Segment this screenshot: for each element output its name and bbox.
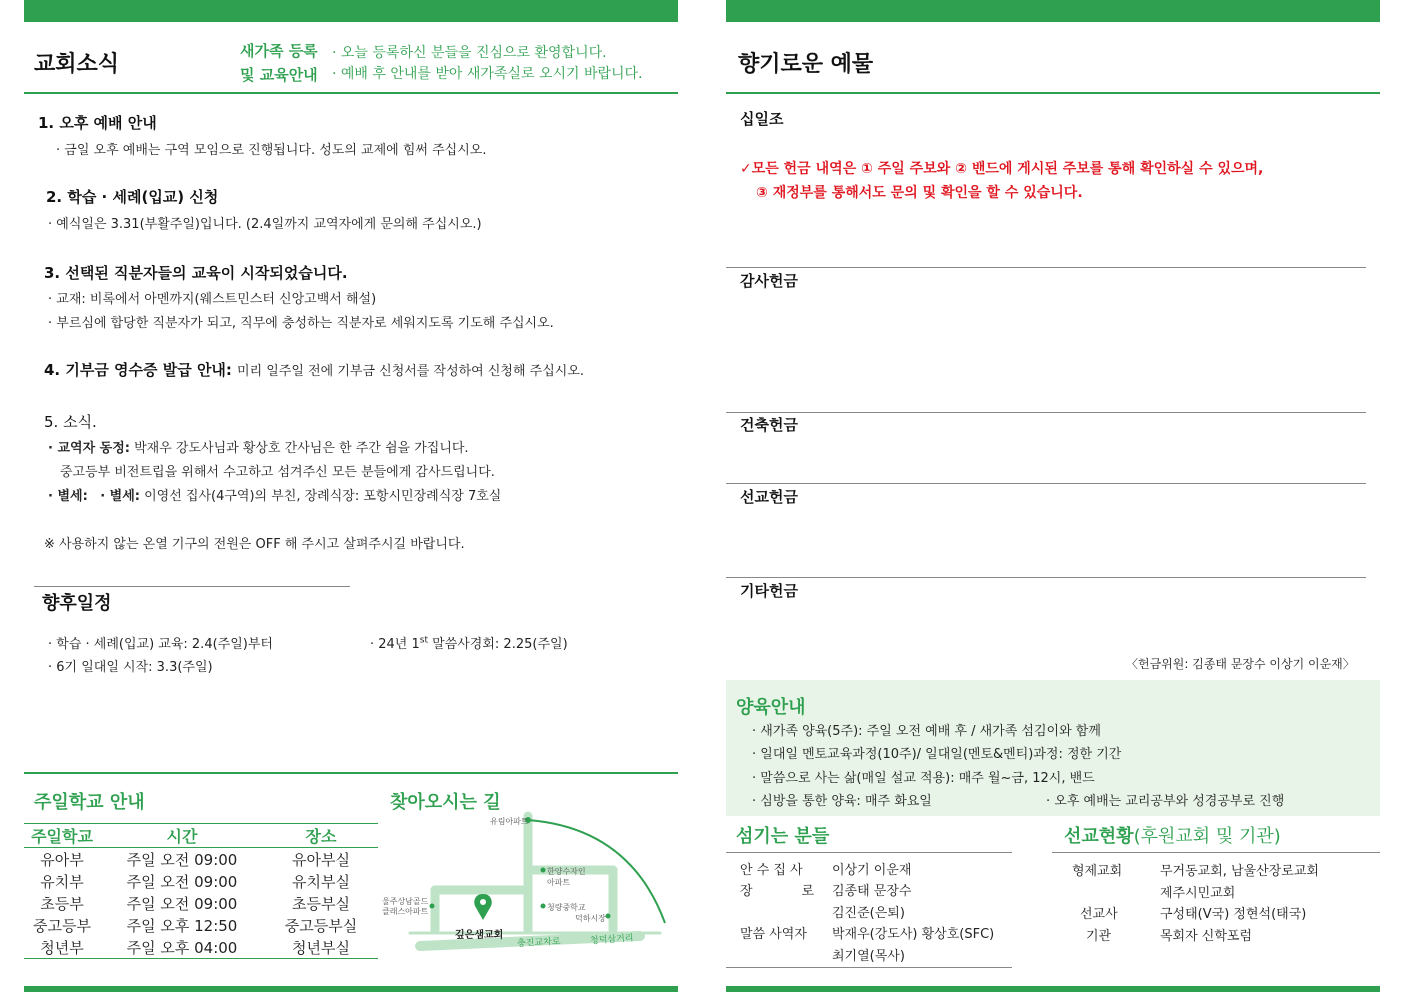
mission-value-2: 제주시민교회	[1160, 886, 1236, 901]
news-2-line: · 예식일은 3.31(부활주일)입니다. (2.4일까지 교역자에게 문의해 주십시오.)	[48, 217, 482, 232]
schedule-item-2-sup: st	[419, 635, 428, 646]
newcomer-label-2: 및 교육안내	[240, 66, 318, 84]
offering-building: 건축헌금	[740, 416, 798, 434]
table-row	[24, 892, 378, 914]
education-extra: · 오후 예배는 교리공부와 성경공부로 진행	[1046, 794, 1285, 809]
news-5-line-1	[48, 437, 469, 456]
cell: 유아부실	[292, 850, 350, 869]
offering-mission: 선교헌금	[740, 488, 798, 506]
servers-role-1: 안 수 집 사	[740, 863, 803, 878]
news-5-line-3	[48, 485, 501, 504]
offering-notice-line-1: ✓모든 헌금 내역은 ① 주일 주보와 ② 밴드에 게시된 주보를 통해 확인하실 수 있으며,	[740, 161, 1264, 177]
schedule-title: 향후일정	[42, 593, 112, 614]
cell: 주일 오전 09:00	[126, 894, 238, 913]
right-top-bar	[726, 0, 1380, 22]
map-dot-dukha	[606, 914, 611, 919]
mission-title-sub: (후원교회 및 기관)	[1133, 826, 1281, 847]
schedule-item-1: · 학습 · 세례(입교) 교육: 2.4(주일)부터	[48, 637, 273, 652]
servers-role-4: 말씀 사역자	[740, 927, 807, 942]
map-label-woolju: 울주상남골드	[382, 897, 429, 906]
servers-name-2: 김종태 문장수	[832, 884, 912, 899]
servers-title: 섬기는 분들	[736, 826, 830, 847]
cell: 주일 오전 09:00	[126, 872, 238, 891]
servers-name-1: 이상기 이운재	[832, 863, 912, 878]
newcomer-line-2: · 예배 후 안내를 받아 새가족실로 오시기 바랍니다.	[332, 66, 643, 82]
cell: 유치부	[40, 872, 84, 891]
news-5-text-3: 이영선 집사(4구역)의 부친, 장례식장: 포항시민장례식장 7호실	[139, 489, 502, 504]
divider-other	[726, 577, 1366, 578]
servers-bottom-line	[726, 967, 1012, 968]
news-5-line-2: 중고등부 비전트립을 위해서 수고하고 섬겨주신 모든 분들에게 감사드립니다.	[60, 465, 495, 480]
map-label-school: 청량중학교	[547, 903, 586, 912]
offering-title: 향기로운 예물	[738, 52, 874, 77]
table-row	[24, 870, 378, 892]
map-label-woolju-2: 클래스아파트	[382, 907, 429, 916]
news-3-line-1: · 교재: 비록에서 아멘까지(웨스트민스터 신앙고백서 해설)	[48, 292, 377, 307]
servers-name-4: 박재우(강도사) 황상호(SFC)	[832, 927, 995, 942]
map-label-dukha: 덕하시장	[575, 914, 606, 923]
news-5-heading: 5. 소식.	[44, 413, 97, 431]
schedule-item-3: · 6기 일대일 시작: 3.3(주일)	[48, 660, 213, 675]
map-label-church: 깊은샘교회	[455, 930, 504, 941]
cell: 주일 오전 09:00	[126, 850, 238, 869]
news-5-bold-3: · 별세:	[100, 489, 140, 504]
divider-mission	[726, 483, 1366, 484]
mission-title-main: 선교현황	[1064, 826, 1134, 847]
sunday-school-table	[24, 823, 378, 959]
table-row	[24, 936, 378, 959]
cell: 중고등부	[33, 916, 91, 935]
map-label-hanyang-2: 아파트	[547, 878, 571, 887]
map-dot-woolju	[430, 904, 435, 909]
schedule-item-2-pre: · 24년 1	[370, 637, 420, 652]
schedule-divider	[34, 586, 350, 587]
newcomer-line-1: · 오늘 등록하신 분들을 진심으로 환영합니다.	[332, 45, 607, 61]
sunday-school-title: 주일학교 안내	[34, 792, 145, 813]
church-pin-icon	[474, 894, 491, 920]
news-1-line: · 금일 오후 예배는 구역 모임으로 진행됩니다. 성도의 교제에 힘써 주십시오.	[56, 143, 487, 158]
servers-name-5: 최기열(목사)	[832, 949, 905, 964]
schedule-item-2-post: 말씀사경회: 2.25(주일)	[428, 637, 568, 652]
news-3-heading: 3. 선택된 직분자들의 교육이 시작되었습니다.	[44, 264, 348, 282]
map-label-yurim: 유림아파트	[490, 817, 529, 826]
mission-label-4: 기관	[1086, 929, 1112, 944]
mission-label-3: 선교사	[1080, 907, 1118, 922]
cell: 주일 오후 12:50	[126, 916, 238, 935]
servers-role-2: 장 로	[740, 884, 814, 899]
right-bottom-bar	[726, 986, 1380, 992]
cell: 청년부실	[292, 938, 350, 957]
map-dot-hanyang	[541, 868, 546, 873]
news-3-line-2: · 부르심에 합당한 직분자가 되고, 직무에 충성하는 직분자로 세워지도록 기도해 주십시오.	[48, 316, 554, 331]
offering-other: 기타헌금	[740, 582, 798, 600]
directions-title: 찾아오시는 길	[390, 792, 501, 813]
left-top-bar	[24, 0, 678, 22]
news-5-bold-2: · 별세:	[48, 489, 88, 504]
table-row	[24, 848, 378, 871]
education-item-4: · 심방을 통한 양육: 매주 화요일	[752, 794, 932, 809]
cell: 중고등부실	[284, 916, 358, 935]
map-label-road-2: 청덕삼거리	[589, 933, 634, 947]
cell: 주일 오후 04:00	[126, 938, 238, 957]
schedule-item-2	[370, 633, 568, 652]
mission-title	[1064, 822, 1281, 848]
table-header-row	[24, 824, 378, 848]
news-4-heading: 4. 기부금 영수증 발급 안내:	[44, 361, 232, 379]
bottom-section-divider	[24, 772, 678, 774]
news-5-text-1: 박재우 강도사님과 황상호 간사님은 한 주간 쉼을 가집니다.	[129, 441, 469, 456]
cell: 유치부실	[292, 872, 350, 891]
mission-value-4: 목회자 신학포럼	[1160, 929, 1253, 944]
offering-notice-line-2: ③ 재정부를 통해서도 문의 및 확인을 할 수 있습니다.	[756, 185, 1083, 201]
divider-thanks	[726, 267, 1366, 268]
table-row	[24, 914, 378, 936]
left-header-divider	[24, 92, 678, 94]
cell: 청년부	[40, 938, 84, 957]
education-item-3: · 말씀으로 사는 삶(매일 설교 적용): 매주 월~금, 12시, 밴드	[752, 771, 1095, 786]
news-5-bold: · 교역자 동정:	[48, 441, 130, 456]
cell: 초등부실	[292, 894, 350, 913]
offering-committee: 〈헌금위원: 김종태 문장수 이상기 이운재〉	[1126, 657, 1355, 671]
education-item-2: · 일대일 멘토교육과정(10주)/ 일대일(멘토&멘티)과정: 정한 기간	[752, 747, 1122, 762]
mission-value-3: 구성태(V국) 정현석(태국)	[1160, 907, 1307, 922]
news-4	[44, 359, 584, 380]
newcomer-label-1: 새가족 등록	[240, 42, 318, 60]
header-school: 주일학교	[24, 824, 100, 848]
offering-tithe: 십일조	[740, 110, 784, 128]
church-news-title: 교회소식	[34, 52, 120, 77]
news-4-text: 미리 일주일 전에 기부금 신청서를 작성하여 신청해 주십시오.	[237, 364, 585, 379]
mission-value-1: 무거동교회, 남울산장로교회	[1160, 864, 1319, 879]
education-item-1: · 새가족 양육(5주): 주일 오전 예배 후 / 새가족 섬김이와 함께	[752, 724, 1101, 739]
map-label-road-1: 충진교차로	[516, 936, 561, 950]
mission-top-line	[1052, 852, 1380, 853]
offering-thanks: 감사헌금	[740, 272, 798, 290]
cell: 유아부	[40, 850, 84, 869]
header-place: 장소	[264, 824, 378, 848]
servers-name-3: 김진준(은퇴)	[832, 906, 905, 921]
mission-label-1: 형제교회	[1072, 864, 1123, 879]
news-2-heading: 2. 학습 · 세례(입교) 신청	[46, 188, 219, 206]
news-1-heading: 1. 오후 예배 안내	[38, 114, 157, 132]
divider-building	[726, 412, 1366, 413]
heating-notice: ※ 사용하지 않는 온열 기구의 전원은 OFF 해 주시고 살펴주시길 바랍니다.	[44, 537, 465, 552]
map-label-hanyang: 한양수자인	[547, 867, 586, 876]
cell: 초등부	[40, 894, 84, 913]
header-time: 시간	[100, 824, 264, 848]
education-title: 양육안내	[736, 697, 806, 718]
right-header-divider	[726, 92, 1380, 94]
map-dot-school	[541, 904, 546, 909]
left-bottom-bar	[24, 986, 678, 992]
servers-top-line	[726, 852, 1012, 853]
